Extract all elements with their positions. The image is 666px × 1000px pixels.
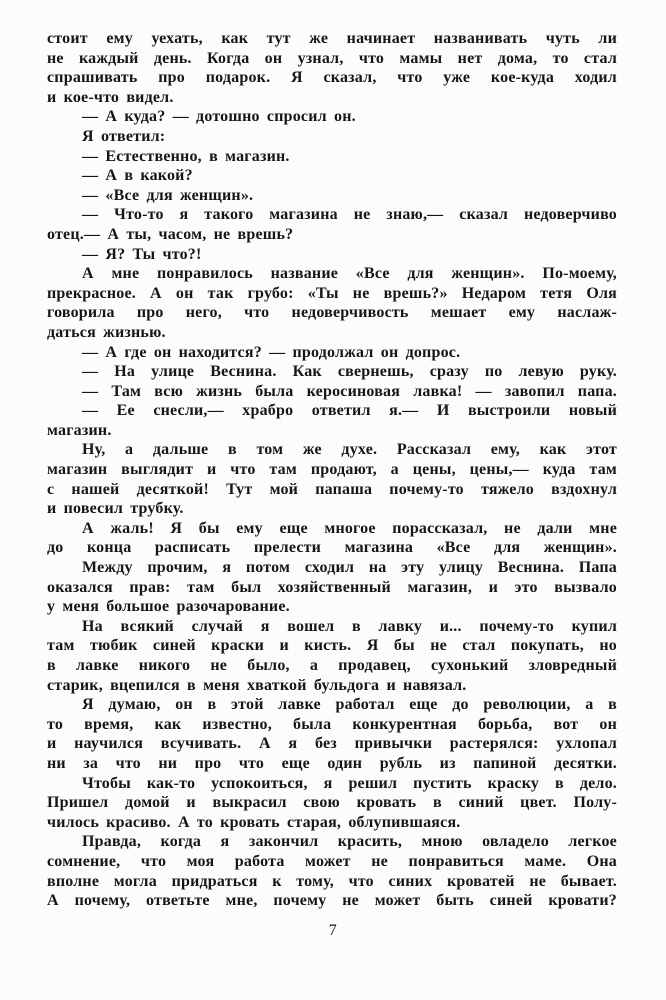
text-line: — Я? Ты что?! <box>82 245 202 263</box>
text-line: вполне могла придраться к тому, что синих кроватей не бывает. <box>47 872 617 890</box>
text-line: ни за что ни про что еще один рубль из папиной десятки. <box>47 754 617 772</box>
text-line: — Что-то я такого магазина не знаю,— сказал недоверчиво <box>82 206 617 224</box>
text-line: у меня большое разочарование. <box>47 598 290 616</box>
text-line: говорила про него, что недоверчивость мешает ему наслаж- <box>47 304 617 322</box>
text-line: — А где он находится? — продолжал он допрос. <box>82 343 461 361</box>
text-line: с нашей десяткой! Тут мой папаша почему-то тяжело вздохнул <box>47 480 617 498</box>
page-number: 7 <box>328 922 338 939</box>
text-line: — А в какой? <box>82 167 193 185</box>
text-line: там тюбик синей краски и кисть. Я бы не стал покупать, но <box>47 637 617 655</box>
text-line: — Ее снесли,— храбро ответил я.— И выстроили новый <box>82 402 617 420</box>
page-text <box>47 29 617 911</box>
text-line: — Естественно, в магазин. <box>82 147 290 165</box>
text-line: — На улице Веснина. Как свернешь, сразу по левую руку. <box>82 363 617 381</box>
text-line: Пришел домой и выкрасил свою кровать в синий цвет. Полу- <box>47 794 617 812</box>
text-line: до конца расписать прелести магазина «Все для женщин». <box>47 539 617 557</box>
text-line: и повесил трубку. <box>47 500 184 518</box>
text-line: А почему, ответьте мне, почему не может быть синей кровати? <box>47 892 617 910</box>
text-line: оказался прав: там был хозяйственный магазин, и это вызвало <box>47 578 617 596</box>
text-line: — Там всю жизнь была керосиновая лавка! — завопил папа. <box>82 382 617 400</box>
text-line: и научился всучивать. А я без привычки растерялся: ухлопал <box>47 735 617 753</box>
text-line: Ну, а дальше в том же духе. Рассказал ему, как этот <box>82 441 617 459</box>
text-line: Правда, когда я закончил красить, мною овладело легкое <box>82 833 617 851</box>
text-line: не каждый день. Когда он узнал, что мамы нет дома, то стал <box>47 49 617 67</box>
text-line: чилось красиво. А то кровать старая, облупившаяся. <box>47 813 461 831</box>
text-line: стоит ему уехать, как тут же начинает названивать чуть ли <box>47 30 617 47</box>
text-line: — А куда? — дотошно спросил он. <box>82 108 356 126</box>
text-line: На всякий случай я вошел в лавку и... почему-то купил <box>82 617 617 635</box>
text-line: то время, как известно, была конкурентная борьба, вот он <box>47 715 617 733</box>
text-line: отец.— А ты, часом, не врешь? <box>47 225 294 243</box>
text-line: А мне понравилось название «Все для женщин». По-моему, <box>82 265 617 283</box>
text-line: — «Все для женщин». <box>82 186 254 204</box>
text-line: Я ответил: <box>82 127 166 145</box>
text-line: А жаль! Я бы ему еще многое порассказал, не дали мне <box>82 519 617 537</box>
text-line: спрашивать про подарок. Я сказал, что уже кое-куда ходил <box>47 69 617 87</box>
text-line: старик, вцепился в меня хваткой бульдога и навязал. <box>47 676 467 694</box>
text-line: и кое-что видел. <box>47 88 174 106</box>
text-line: магазин выглядит и что там продают, а цены, цены,— куда там <box>47 461 617 479</box>
text-line: Чтобы как-то успокоиться, я решил пустить краску в дело. <box>82 774 617 792</box>
text-line: магазин. <box>47 421 112 439</box>
text-line: в лавке никого не было, а продавец, сухонький зловредный <box>47 657 617 674</box>
text-line: прекрасное. А он так грубо: «Ты не врешь?» Недаром тетя Оля <box>47 284 617 302</box>
text-line: сомнение, что моя работа может не понравиться маме. Она <box>47 852 617 870</box>
text-line: Я думаю, он в этой лавке работал еще до революции, а в <box>82 696 617 714</box>
text-line: Между прочим, я потом сходил на эту улицу Веснина. Папа <box>82 559 617 577</box>
text-line: даться жизнью. <box>47 323 166 341</box>
